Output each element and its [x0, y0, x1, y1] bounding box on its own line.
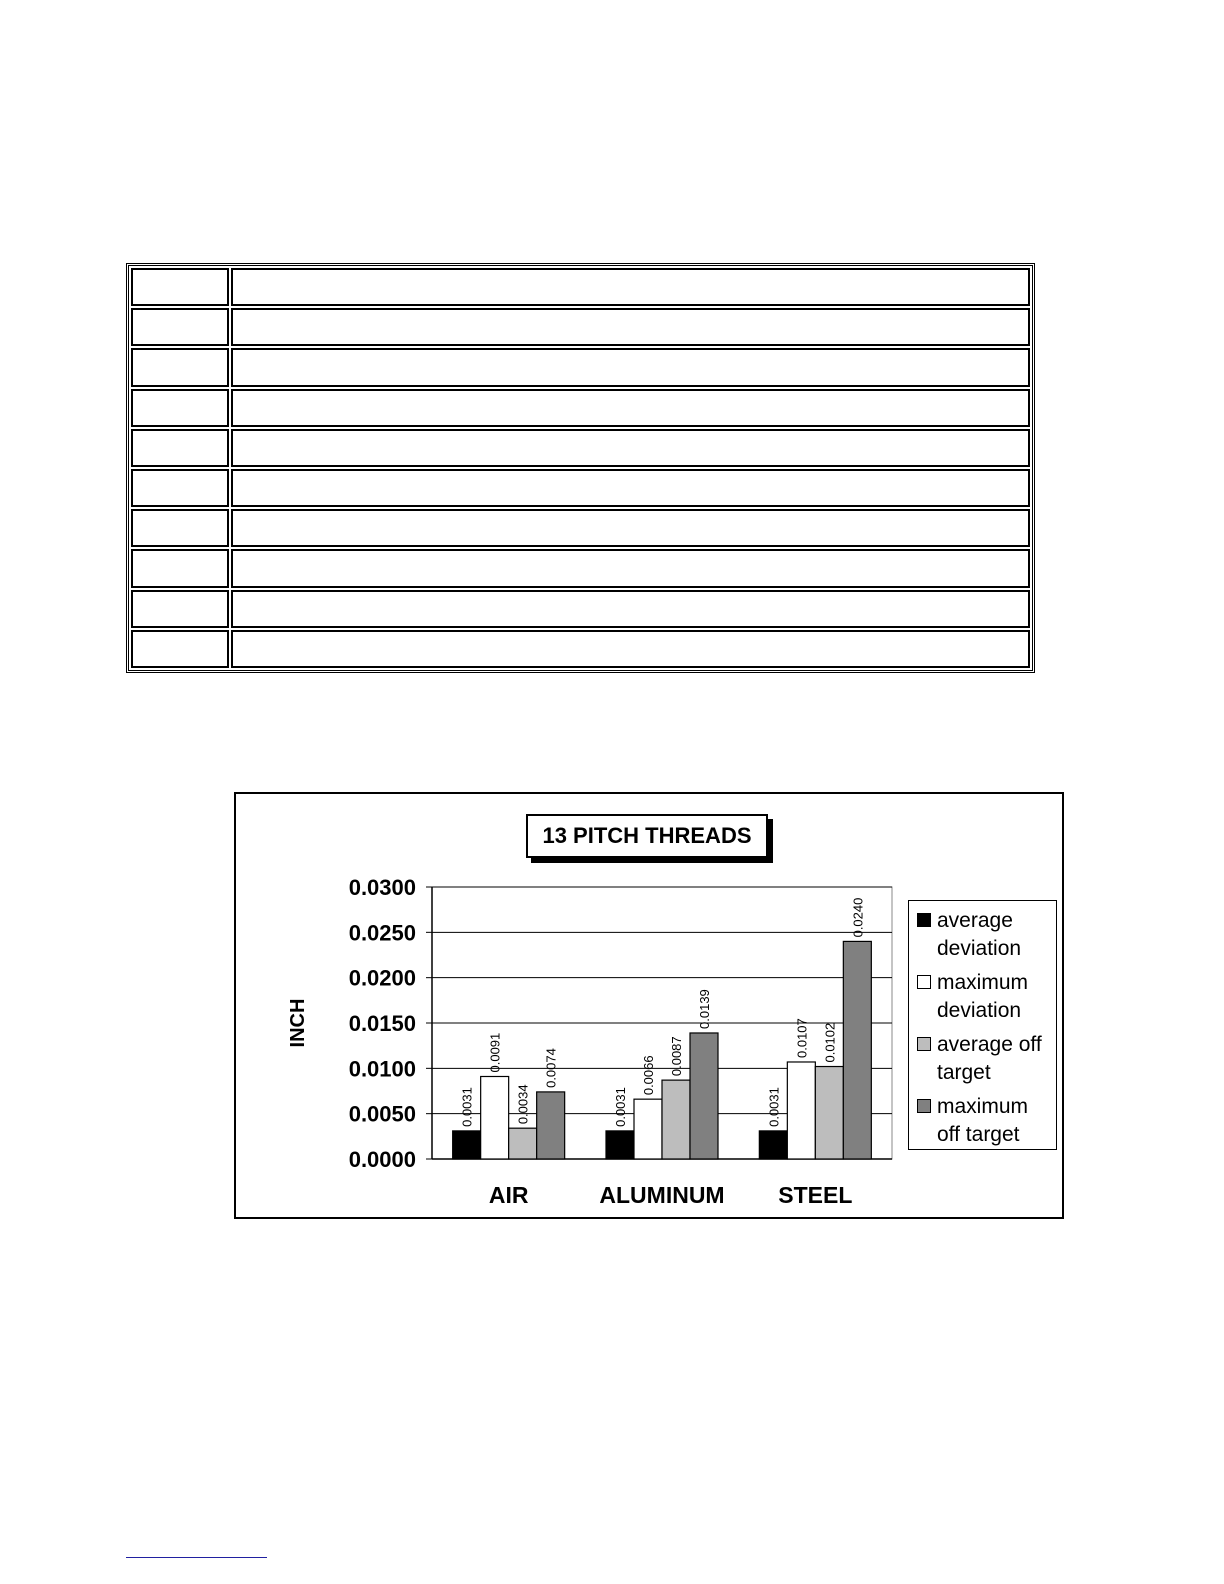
table-cell: [131, 308, 229, 346]
bar: [787, 1062, 815, 1159]
bar: [509, 1128, 537, 1159]
bar: [843, 941, 871, 1159]
table-cell: [131, 509, 229, 547]
table-cell: [231, 348, 1030, 386]
legend-swatch: [917, 1037, 931, 1051]
bar-data-label: 0.0102: [822, 1022, 838, 1063]
chart-legend: [908, 900, 1057, 1150]
bar: [453, 1131, 481, 1159]
y-tick-label: 0.0200: [348, 965, 416, 991]
table-row: [131, 509, 1030, 547]
table-cell: [131, 389, 229, 427]
table-row: [131, 549, 1030, 587]
bar: [537, 1092, 565, 1159]
bar: [759, 1131, 787, 1159]
legend-item-average-off-target: [917, 1031, 1052, 1087]
table-row: [131, 348, 1030, 386]
table-cell: [231, 389, 1030, 427]
legend-swatch: [917, 913, 931, 927]
legend-label: maximum deviation: [937, 971, 1029, 1022]
bar-data-label: 0.0031: [613, 1087, 628, 1127]
table-cell: [231, 549, 1030, 587]
chart-title: [526, 814, 768, 858]
table-cell: [131, 590, 229, 628]
y-tick-label: 0.0100: [348, 1056, 416, 1082]
table-cell: [231, 509, 1030, 547]
table-cell: [131, 469, 229, 507]
footnote-separator: [126, 1557, 267, 1558]
bar: [690, 1033, 718, 1159]
table-row: [131, 590, 1030, 628]
x-category-label: AIR: [488, 1182, 529, 1208]
bar-data-label: 0.0031: [459, 1087, 475, 1127]
table-row: [131, 429, 1030, 467]
table-cell: [231, 429, 1030, 467]
y-axis-title: INCH: [287, 998, 309, 1048]
legend-swatch: [917, 1099, 931, 1113]
bar: [815, 1067, 843, 1159]
table-cell: [231, 590, 1030, 628]
legend-item-maximum-off-target: [917, 1093, 1052, 1149]
bar: [662, 1080, 690, 1159]
table-cell: [231, 630, 1030, 668]
table-row: [131, 469, 1030, 507]
x-category-label: STEEL: [778, 1182, 853, 1208]
table-row: [131, 268, 1030, 306]
legend-label: average off target: [937, 1033, 1042, 1084]
bar: [606, 1131, 634, 1159]
y-tick-label: 0.0300: [348, 875, 416, 900]
bar: [634, 1099, 662, 1159]
bar-data-label: 0.0240: [850, 897, 866, 938]
bar-data-label: 0.0139: [697, 989, 712, 1029]
bar-data-label: 0.0066: [641, 1055, 656, 1096]
table-cell: [131, 630, 229, 668]
table-cell: [231, 308, 1030, 346]
table-cell: [131, 348, 229, 386]
table-cell: [231, 268, 1030, 306]
y-tick-label: 0.0050: [348, 1101, 416, 1127]
legend-item-maximum-deviation: [917, 969, 1052, 1025]
legend-label: maximum off target: [937, 1095, 1029, 1146]
table-row: [131, 630, 1030, 668]
bar-data-label: 0.0091: [487, 1032, 503, 1073]
y-tick-label: 0.0250: [348, 920, 416, 946]
y-tick-label: 0.0000: [348, 1147, 416, 1172]
legend-label: average deviation: [937, 909, 1022, 960]
table-cell: [131, 549, 229, 587]
bar-data-label: 0.0107: [794, 1018, 810, 1058]
table-row: [131, 389, 1030, 427]
table-row: [131, 308, 1030, 346]
legend-item-average-deviation: [917, 907, 1052, 963]
bar-data-label: 0.0031: [766, 1087, 782, 1127]
bar-data-label: 0.0034: [515, 1084, 531, 1125]
bar-data-label: 0.0074: [543, 1048, 559, 1088]
y-tick-label: 0.0150: [348, 1011, 416, 1036]
bar-data-label: 0.0087: [669, 1036, 684, 1077]
chart-frame: [234, 792, 1064, 1219]
table-cell: [131, 268, 229, 306]
empty-grid-table: [126, 263, 1035, 673]
table-cell: [131, 429, 229, 467]
bar: [481, 1076, 509, 1159]
legend-swatch: [917, 975, 931, 989]
x-category-label: ALUMINUM: [599, 1182, 725, 1208]
chart-title-text: 13 PITCH THREADS: [542, 823, 752, 848]
table-cell: [231, 469, 1030, 507]
